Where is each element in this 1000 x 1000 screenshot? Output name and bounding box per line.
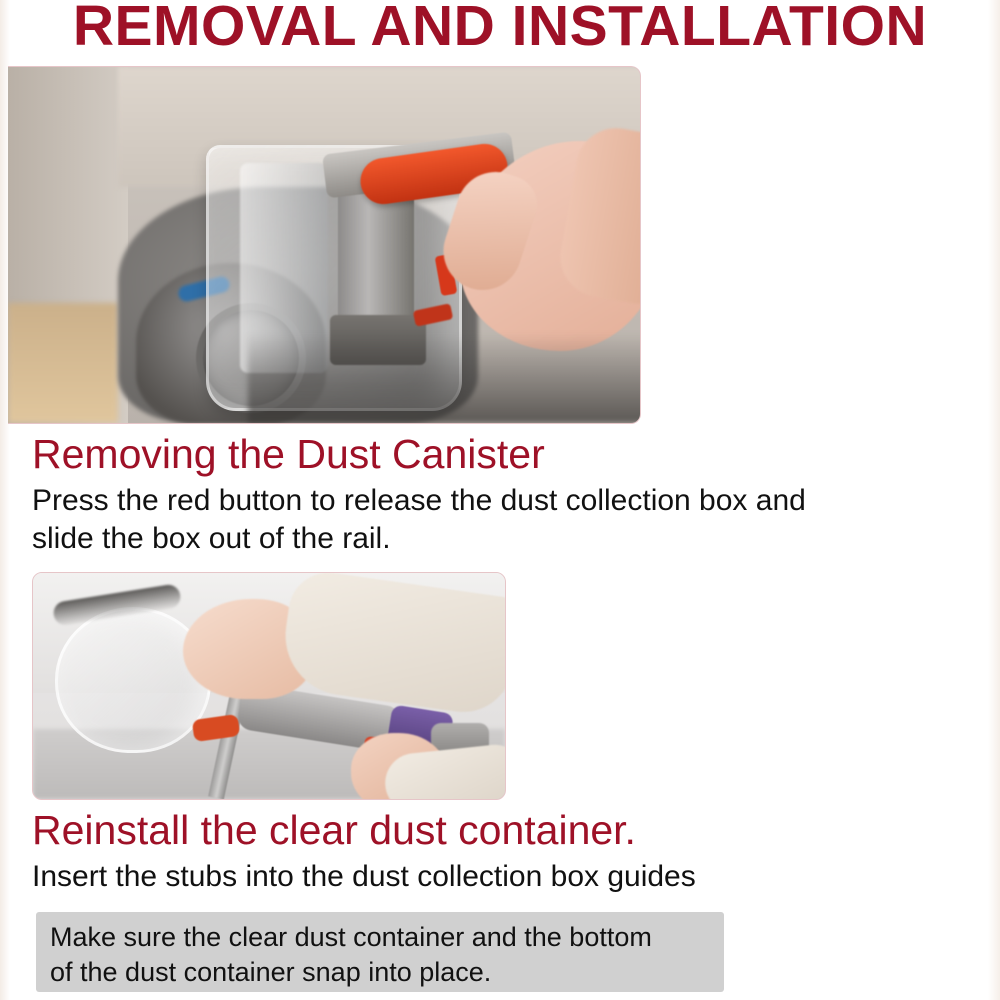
page-right-edge [988, 0, 1000, 1000]
page-title: REMOVAL AND INSTALLATION [72, 0, 928, 58]
photo-removing-dust-canister [8, 66, 641, 424]
section-2-body: Insert the stubs into the dust collection box guides [32, 860, 696, 893]
photo1-floor [8, 303, 118, 423]
photo2-clear-dust-container [55, 607, 211, 753]
section-1-heading: Removing the Dust Canister [32, 431, 545, 477]
photo1-shadow [248, 333, 641, 423]
section-1-body: Press the red button to release the dust collection box and slide the box out of the rail. [32, 484, 806, 555]
photo-reinstall-dust-container [32, 572, 506, 800]
section-2-heading: Reinstall the clear dust container. [32, 807, 636, 853]
note-line-1: Make sure the clear dust container and the bottom [50, 922, 652, 952]
note-line-2: of the dust container snap into place. [50, 957, 492, 987]
note-text [50, 920, 730, 990]
